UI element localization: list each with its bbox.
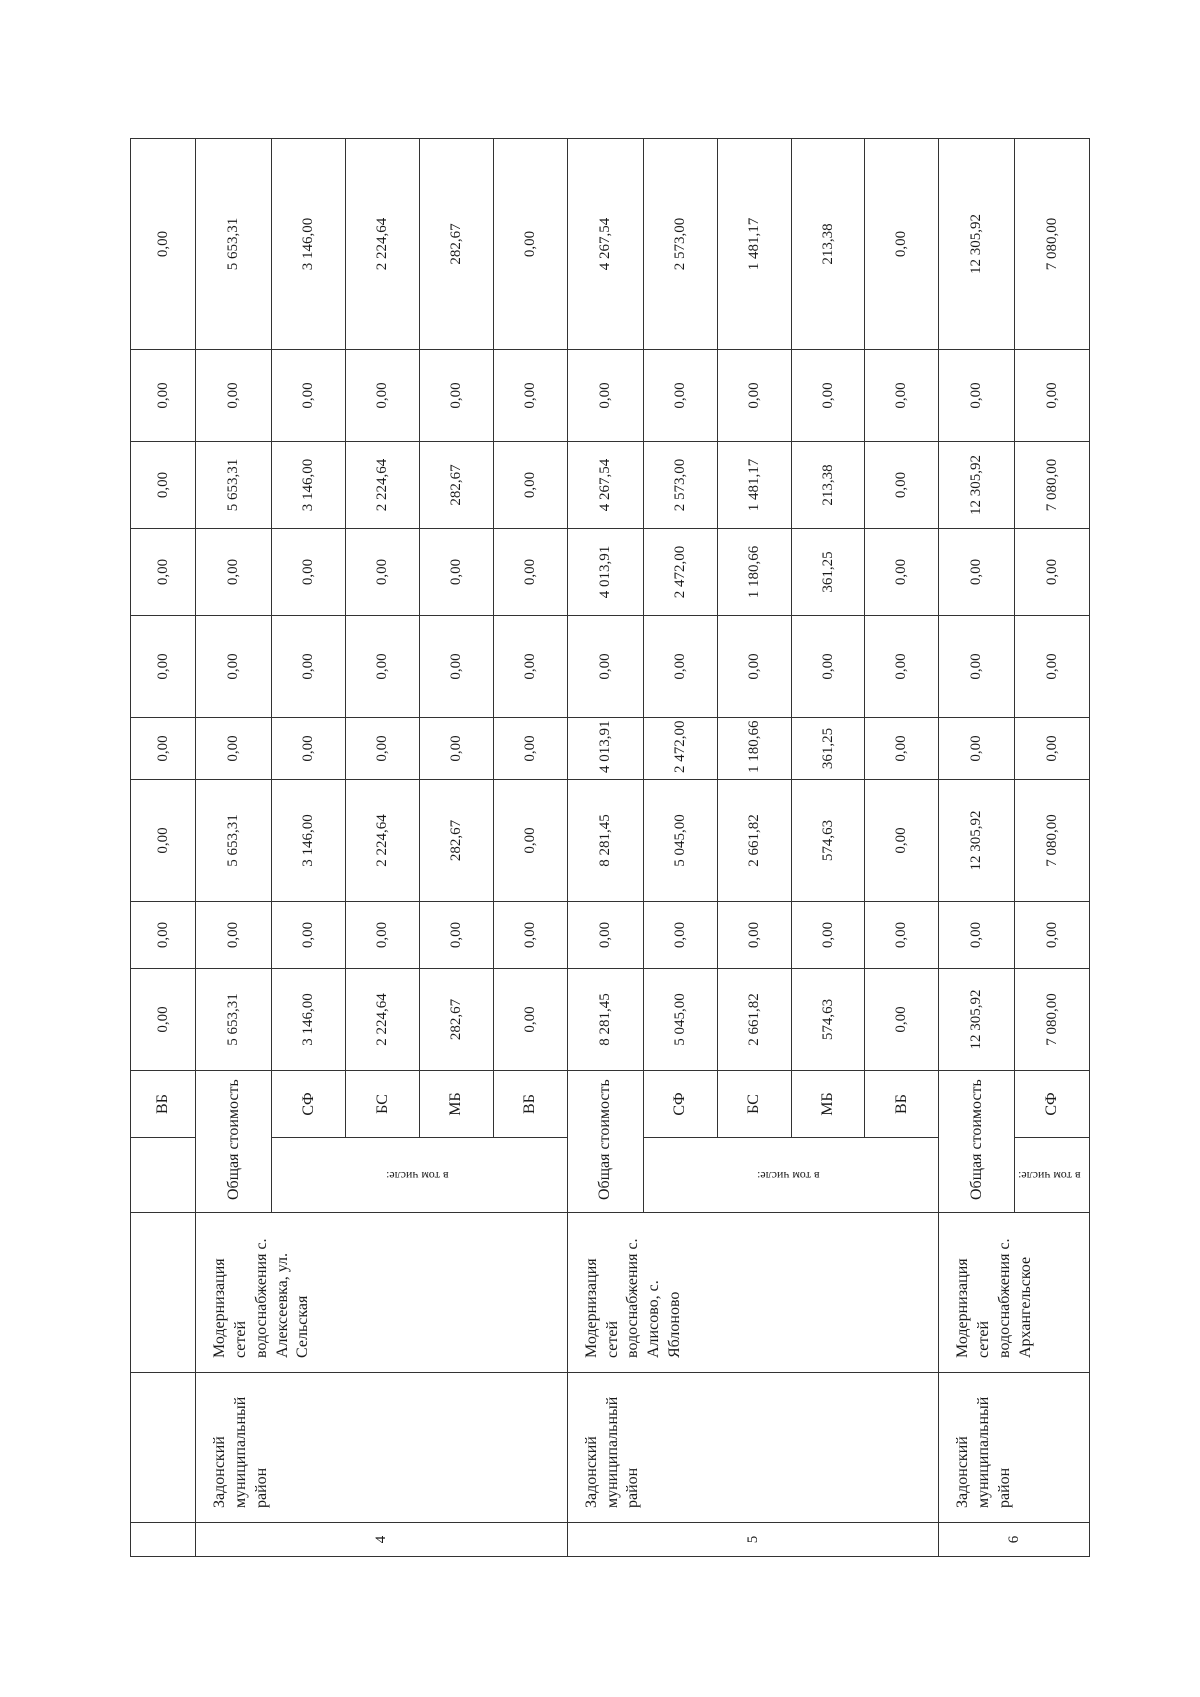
rotated-table-wrapper [130, 139, 1090, 1557]
value-cell: 5 653,31 [196, 139, 272, 350]
value-cell: 5 045,00 [643, 780, 717, 902]
value-cell: 0,00 [131, 718, 196, 780]
value-cell: 0,00 [420, 350, 494, 442]
value-cell: 0,00 [493, 350, 567, 442]
total-label: Общая стоимость [196, 1071, 272, 1213]
empty-cell [131, 1523, 196, 1557]
budget-table [130, 138, 1090, 1557]
value-cell: 282,67 [420, 780, 494, 902]
value-cell: 282,67 [420, 969, 494, 1071]
value-cell: 361,25 [791, 718, 865, 780]
value-cell: 0,00 [717, 902, 791, 969]
value-cell: 0,00 [420, 616, 494, 718]
included-label: в том числе: [385, 1168, 449, 1183]
object-name: Модернизация сетей водоснабжения с. Алексеевка, ул. Сельская [196, 1213, 568, 1373]
value-cell: 1 481,17 [717, 442, 791, 529]
source-code: БС [346, 1071, 420, 1138]
value-cell: 0,00 [567, 616, 643, 718]
included-label: в том числе: [1018, 1168, 1081, 1183]
value-cell: 0,00 [865, 718, 939, 780]
value-cell: 574,63 [791, 780, 865, 902]
value-cell: 0,00 [865, 442, 939, 529]
value-cell: 0,00 [1015, 350, 1090, 442]
value-cell: 0,00 [865, 350, 939, 442]
value-cell: 12 305,92 [939, 780, 1015, 902]
value-cell: 0,00 [567, 902, 643, 969]
row-number: 6 [939, 1523, 1090, 1557]
value-cell: 1 481,17 [717, 139, 791, 350]
value-cell: 0,00 [1015, 616, 1090, 718]
value-cell: 2 661,82 [717, 780, 791, 902]
value-cell: 2 472,00 [643, 718, 717, 780]
value-cell: 0,00 [1015, 529, 1090, 616]
value-cell: 0,00 [131, 442, 196, 529]
value-cell: 0,00 [196, 350, 272, 442]
value-cell: 0,00 [131, 616, 196, 718]
value-cell: 0,00 [493, 442, 567, 529]
value-cell: 0,00 [196, 718, 272, 780]
total-label: Общая стоимость [939, 1071, 1015, 1213]
table-row [939, 139, 1015, 1557]
value-cell: 0,00 [939, 350, 1015, 442]
value-cell: 1 180,66 [717, 529, 791, 616]
value-cell: 0,00 [643, 902, 717, 969]
value-cell: 0,00 [493, 616, 567, 718]
value-cell: 4 267,54 [567, 442, 643, 529]
value-cell: 2 472,00 [643, 529, 717, 616]
value-cell: 0,00 [493, 718, 567, 780]
value-cell: 2 573,00 [643, 139, 717, 350]
value-cell: 282,67 [420, 139, 494, 350]
source-code: СФ [1015, 1071, 1090, 1138]
value-cell: 2 573,00 [643, 442, 717, 529]
value-cell: 0,00 [346, 616, 420, 718]
value-cell: 4 013,91 [567, 529, 643, 616]
value-cell: 0,00 [272, 616, 346, 718]
value-cell: 2 224,64 [346, 780, 420, 902]
district-name: Задонский муниципальный район [939, 1373, 1090, 1523]
district-name: Задонский муниципальный район [567, 1373, 939, 1523]
included-label-cell [1015, 1138, 1090, 1213]
value-cell: 12 305,92 [939, 969, 1015, 1071]
value-cell: 0,00 [1015, 902, 1090, 969]
source-code: ВБ [493, 1071, 567, 1138]
value-cell: 0,00 [939, 718, 1015, 780]
value-cell: 0,00 [131, 139, 196, 350]
value-cell: 0,00 [791, 902, 865, 969]
source-code: ВБ [131, 1071, 196, 1138]
value-cell: 0,00 [420, 902, 494, 969]
value-cell: 2 224,64 [346, 969, 420, 1071]
value-cell: 0,00 [791, 616, 865, 718]
value-cell: 0,00 [865, 902, 939, 969]
value-cell: 3 146,00 [272, 780, 346, 902]
value-cell: 8 281,45 [567, 969, 643, 1071]
table-row [196, 139, 272, 1557]
value-cell: 4 013,91 [567, 718, 643, 780]
value-cell: 213,38 [791, 139, 865, 350]
table-row [131, 139, 196, 1557]
source-code: СФ [643, 1071, 717, 1138]
value-cell: 2 224,64 [346, 442, 420, 529]
value-cell: 574,63 [791, 969, 865, 1071]
value-cell: 0,00 [493, 139, 567, 350]
value-cell: 0,00 [131, 902, 196, 969]
value-cell: 5 653,31 [196, 780, 272, 902]
value-cell: 0,00 [131, 350, 196, 442]
value-cell: 12 305,92 [939, 442, 1015, 529]
value-cell: 0,00 [717, 616, 791, 718]
value-cell: 4 267,54 [567, 139, 643, 350]
value-cell: 2 224,64 [346, 139, 420, 350]
value-cell: 0,00 [196, 902, 272, 969]
value-cell: 5 045,00 [643, 969, 717, 1071]
value-cell: 0,00 [493, 902, 567, 969]
value-cell: 7 080,00 [1015, 139, 1090, 350]
value-cell: 0,00 [196, 529, 272, 616]
value-cell: 0,00 [865, 969, 939, 1071]
value-cell: 5 653,31 [196, 969, 272, 1071]
value-cell: 361,25 [791, 529, 865, 616]
table-row [567, 139, 643, 1557]
object-name: Модернизация сетей водоснабжения с. Архангельское [939, 1213, 1090, 1373]
empty-cell [131, 1373, 196, 1523]
value-cell: 0,00 [272, 902, 346, 969]
value-cell: 7 080,00 [1015, 442, 1090, 529]
row-number: 4 [196, 1523, 568, 1557]
empty-cell [131, 1213, 196, 1373]
value-cell: 0,00 [420, 718, 494, 780]
included-label-cell [272, 1138, 568, 1213]
source-code: МБ [420, 1071, 494, 1138]
value-cell: 0,00 [420, 529, 494, 616]
value-cell: 0,00 [939, 902, 1015, 969]
source-code: ВБ [865, 1071, 939, 1138]
value-cell: 7 080,00 [1015, 780, 1090, 902]
value-cell: 0,00 [131, 780, 196, 902]
value-cell: 0,00 [717, 350, 791, 442]
value-cell: 0,00 [493, 529, 567, 616]
value-cell: 0,00 [346, 902, 420, 969]
value-cell: 12 305,92 [939, 139, 1015, 350]
total-label: Общая стоимость [567, 1071, 643, 1213]
value-cell: 0,00 [346, 350, 420, 442]
value-cell: 3 146,00 [272, 139, 346, 350]
value-cell: 8 281,45 [567, 780, 643, 902]
value-cell: 0,00 [1015, 718, 1090, 780]
value-cell: 1 180,66 [717, 718, 791, 780]
source-code: СФ [272, 1071, 346, 1138]
included-label: в том числе: [757, 1168, 820, 1183]
value-cell: 2 661,82 [717, 969, 791, 1071]
district-name: Задонский муниципальный район [196, 1373, 568, 1523]
value-cell: 0,00 [131, 529, 196, 616]
included-label-cell [643, 1138, 939, 1213]
value-cell: 282,67 [420, 442, 494, 529]
value-cell: 0,00 [643, 616, 717, 718]
source-code: БС [717, 1071, 791, 1138]
value-cell: 0,00 [493, 969, 567, 1071]
value-cell: 0,00 [493, 780, 567, 902]
value-cell: 0,00 [567, 350, 643, 442]
value-cell: 3 146,00 [272, 969, 346, 1071]
value-cell: 0,00 [939, 616, 1015, 718]
value-cell: 0,00 [196, 616, 272, 718]
value-cell: 213,38 [791, 442, 865, 529]
value-cell: 0,00 [865, 780, 939, 902]
value-cell: 0,00 [865, 139, 939, 350]
value-cell: 0,00 [865, 616, 939, 718]
value-cell: 0,00 [131, 969, 196, 1071]
value-cell: 0,00 [272, 718, 346, 780]
value-cell: 0,00 [346, 529, 420, 616]
value-cell: 0,00 [643, 350, 717, 442]
value-cell: 0,00 [791, 350, 865, 442]
row-number: 5 [567, 1523, 939, 1557]
value-cell: 0,00 [272, 529, 346, 616]
value-cell: 7 080,00 [1015, 969, 1090, 1071]
source-code: МБ [791, 1071, 865, 1138]
value-cell: 0,00 [865, 529, 939, 616]
value-cell: 5 653,31 [196, 442, 272, 529]
value-cell: 0,00 [272, 350, 346, 442]
value-cell: 0,00 [346, 718, 420, 780]
value-cell: 3 146,00 [272, 442, 346, 529]
value-cell: 0,00 [939, 529, 1015, 616]
empty-cell [131, 1138, 196, 1213]
object-name: Модернизация сетей водоснабжения с. Алисово, с. Яблоново [567, 1213, 939, 1373]
